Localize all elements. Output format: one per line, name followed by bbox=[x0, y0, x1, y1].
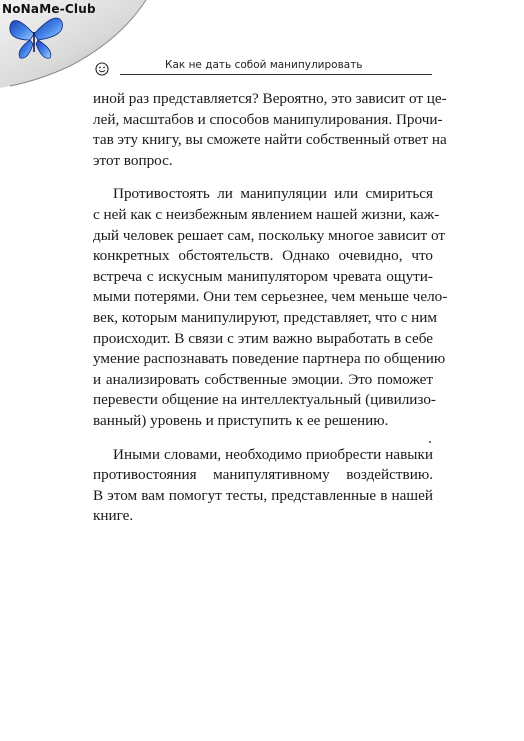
text-line: этот вопрос. bbox=[93, 151, 173, 169]
paragraph bbox=[93, 184, 448, 431]
text-line: происходит. В связи с этим важно выработать в себе bbox=[93, 329, 433, 347]
watermark-logo-text: NoNaMe-Club bbox=[2, 2, 96, 16]
text-line: с ней как с неизбежным явлением нашей жизни, каж- bbox=[93, 205, 440, 223]
text-line: тав эту книгу, вы сможете найти собственный ответ на bbox=[93, 131, 447, 149]
text-line: Противостоять ли манипуляции или смириться bbox=[113, 185, 433, 203]
running-header bbox=[95, 58, 432, 78]
text-line: противостояния манипулятивному воздействию. bbox=[93, 466, 433, 484]
text-line: В этом вам помогут тесты, представленные в нашей bbox=[93, 486, 433, 504]
text-line: ванный) уровень и приступить к ее решению. bbox=[93, 411, 389, 429]
header-rule bbox=[120, 74, 432, 75]
text-line: век, которым манипулируют, представляет, что с ним bbox=[93, 308, 438, 326]
text-line: и анализировать собственные эмоции. Это поможет bbox=[93, 370, 433, 388]
text-line: мыми потерями. Они тем серьезнее, чем меньше чело- bbox=[93, 288, 448, 306]
scan-speck bbox=[429, 441, 431, 443]
text-line: книге. bbox=[93, 507, 134, 525]
text-line: конкретных обстоятельств. Однако очевидно, что bbox=[93, 247, 433, 265]
text-line: умение распознавать поведение партнера по общению bbox=[93, 350, 446, 368]
smiley-icon bbox=[95, 62, 109, 76]
text-line: встреча с искусным манипулятором чревата ощути- bbox=[93, 267, 433, 285]
text-line: дый человек решает сам, поскольку многое зависит от bbox=[93, 226, 445, 244]
paragraph bbox=[93, 89, 447, 171]
text-line: лей, масштабов и способов манипулирования. Прочи- bbox=[93, 110, 443, 128]
text-line: иной раз представляется? Вероятно, это зависит от це- bbox=[93, 90, 447, 107]
running-header-title: Как не дать собой манипулировать bbox=[165, 59, 363, 71]
text-line: Иными словами, необходимо приобрести навыки bbox=[113, 445, 433, 463]
page-body bbox=[93, 89, 448, 527]
text-line: перевести общение на интеллектуальный (цивилизо- bbox=[93, 391, 436, 409]
paragraph bbox=[93, 445, 433, 527]
